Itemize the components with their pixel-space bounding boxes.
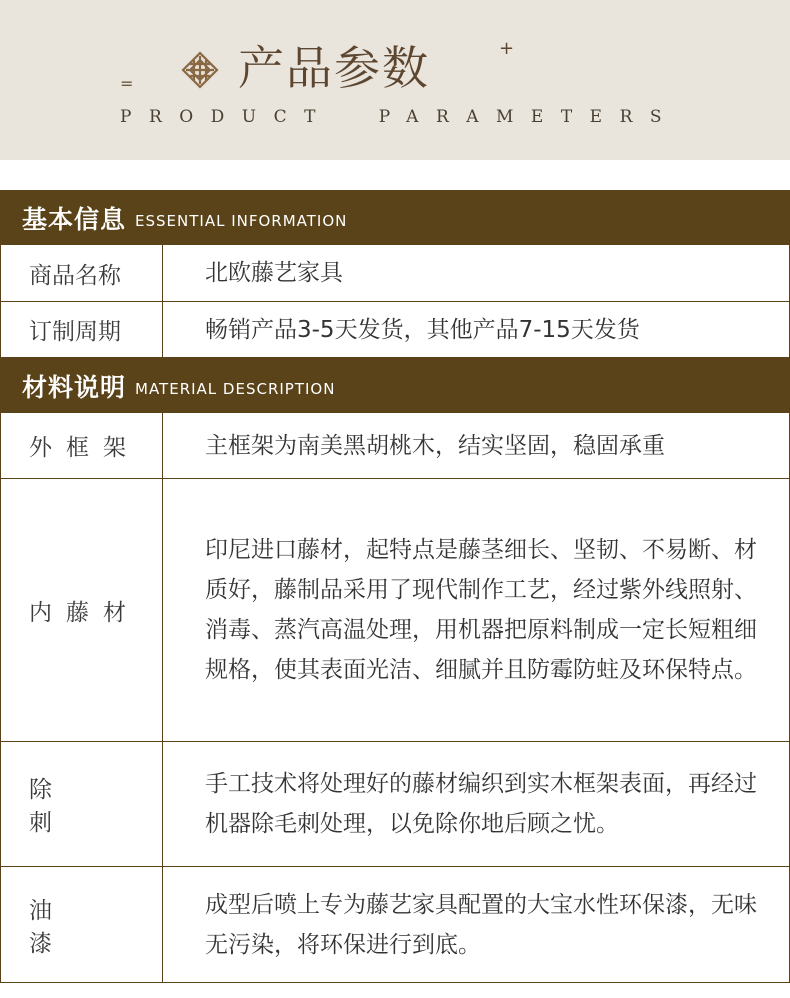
row-label: 除刺	[1, 742, 163, 866]
page-subtitle: PRODUCT PARAMETERS	[120, 107, 680, 127]
section-title: 基本信息	[22, 204, 127, 234]
table-row	[0, 245, 790, 302]
section-subtitle: ESSENTIAL INFORMATION	[135, 211, 348, 230]
row-label: 商品名称	[1, 245, 163, 301]
table-row	[0, 742, 790, 867]
table-row	[0, 413, 790, 479]
row-value: 印尼进口藤材，起特点是藤茎细长、坚韧、不易断、材质好，藤制品采用了现代制作工艺，经过紫外线照射、消毒、蒸汽高温处理，用机器把原料制成一定长短粗细规格，使其表面光洁、细腻并且防霉防蛀及环保特点。	[205, 537, 757, 683]
row-value: 手工技术将处理好的藤材编织到实木框架表面，再经过机器除毛刺处理，以免除你地后顾之忧。	[205, 771, 757, 837]
table-row	[0, 479, 790, 742]
row-value: 主框架为南美黑胡桃木，结实坚固，稳固承重	[205, 432, 665, 459]
table-row	[0, 302, 790, 358]
row-label: 订制周期	[1, 302, 163, 357]
row-label: 内藤材	[1, 479, 163, 741]
chinese-knot-icon	[180, 50, 220, 90]
section-subtitle: MATERIAL DESCRIPTION	[135, 379, 336, 398]
parameters-table	[0, 190, 790, 983]
table-row	[0, 867, 790, 983]
row-value: 畅销产品3-5天发货，其他产品7-15天发货	[205, 316, 640, 343]
section-header-basic	[0, 190, 790, 245]
banner-plus-mark: +	[499, 38, 515, 59]
row-value: 成型后喷上专为藤艺家具配置的大宝水性环保漆，无味无污染，将环保进行到底。	[205, 891, 757, 958]
section-header-material	[0, 358, 790, 413]
row-label: 油漆	[1, 867, 163, 982]
section-title: 材料说明	[22, 372, 127, 402]
row-value: 北欧藤艺家具	[205, 260, 343, 286]
row-label: 外框架	[1, 413, 163, 478]
page-title: 产品参数	[238, 41, 430, 95]
page-banner	[0, 0, 790, 160]
banner-eq-mark: =	[120, 74, 134, 93]
